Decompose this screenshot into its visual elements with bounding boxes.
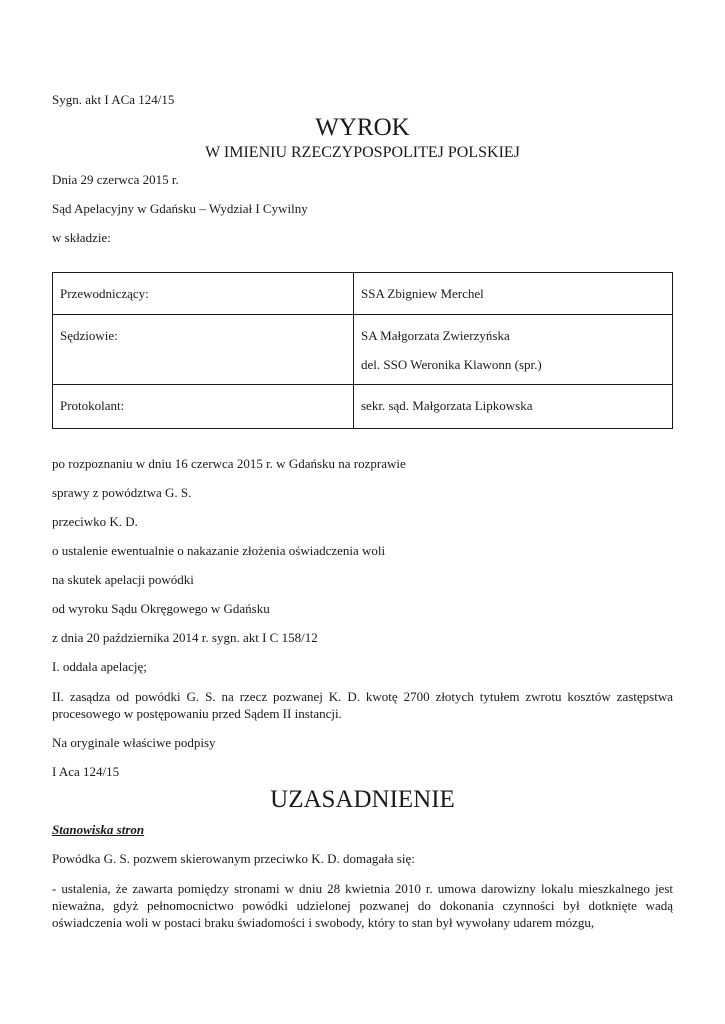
composition-name: sekr. sąd. Małgorzata Lipkowska <box>361 398 533 413</box>
justification-intro: Powódka G. S. pozwem skierowanym przeciwko K. D. domagała się: <box>52 851 415 866</box>
composition-row-judges <box>53 315 673 385</box>
body-line: z dnia 20 października 2014 r. sygn. akt I C 158/12 <box>52 630 318 645</box>
composition-names <box>354 315 673 385</box>
body-line: na skutek apelacji powódki <box>52 572 194 587</box>
composition-row-presiding <box>53 273 673 315</box>
composition-name: SSA Zbigniew Merchel <box>361 286 484 301</box>
composition-table <box>52 272 673 429</box>
court-name: Sąd Apelacyjny w Gdańsku – Wydział I Cywilny <box>52 201 308 216</box>
claim-paragraph: - ustalenia, że zawarta pomiędzy stronami w dniu 28 kwietnia 2010 r. umowa darowizny lokalu mieszkalnego jest nieważna, gdyż pełnomocnictwo powódki udzielonej pozwanej do dokonania czynności był dotknięte wadą oświadczenia woli w postaci braku świadomości i swobody, który to stan był wywołany udarem mózgu, <box>52 881 673 930</box>
case-signature: Sygn. akt I ACa 124/15 <box>52 92 175 107</box>
composition-intro: w składzie: <box>52 230 111 245</box>
composition-names <box>354 385 673 429</box>
section-heading: Stanowiska stron <box>52 822 145 837</box>
body-line: sprawy z powództwa G. S. <box>52 485 192 500</box>
composition-name: del. SSO Weronika Klawonn (spr.) <box>361 357 542 372</box>
judgment-subtitle: W IMIENIU RZECZYPOSPOLITEJ POLSKIEJ <box>205 144 520 161</box>
composition-name: SA Małgorzata Zwierzyńska <box>361 328 510 343</box>
verdict-point-two: II. zasądza od powódki G. S. na rzecz pozwanej K. D. kwotę 2700 złotych tytułem zwrotu kosztów zastępstwa procesowego w postępowaniu przed Sądem II instancji. <box>52 689 673 721</box>
body-line: o ustalenie ewentualnie o nakazanie złożenia oświadczenia woli <box>52 543 386 558</box>
original-note: Na oryginale właściwe podpisy <box>52 735 216 750</box>
case-signature-repeat: I Aca 124/15 <box>52 764 120 779</box>
body-line: przeciwko K. D. <box>52 514 138 529</box>
composition-names <box>354 273 673 315</box>
judgment-date: Dnia 29 czerwca 2015 r. <box>52 172 179 187</box>
judgment-title: WYROK <box>315 114 410 141</box>
composition-row-clerk <box>53 385 673 429</box>
body-line: od wyroku Sądu Okręgowego w Gdańsku <box>52 601 270 616</box>
composition-role: Sędziowie: <box>53 315 354 385</box>
verdict-point-one: I. oddala apelację; <box>52 659 147 674</box>
body-line: po rozpoznaniu w dniu 16 czerwca 2015 r. w Gdańsku na rozprawie <box>52 456 406 471</box>
composition-role: Przewodniczący: <box>53 273 354 315</box>
composition-role: Protokolant: <box>53 385 354 429</box>
justification-title: UZASADNIENIE <box>270 786 455 813</box>
